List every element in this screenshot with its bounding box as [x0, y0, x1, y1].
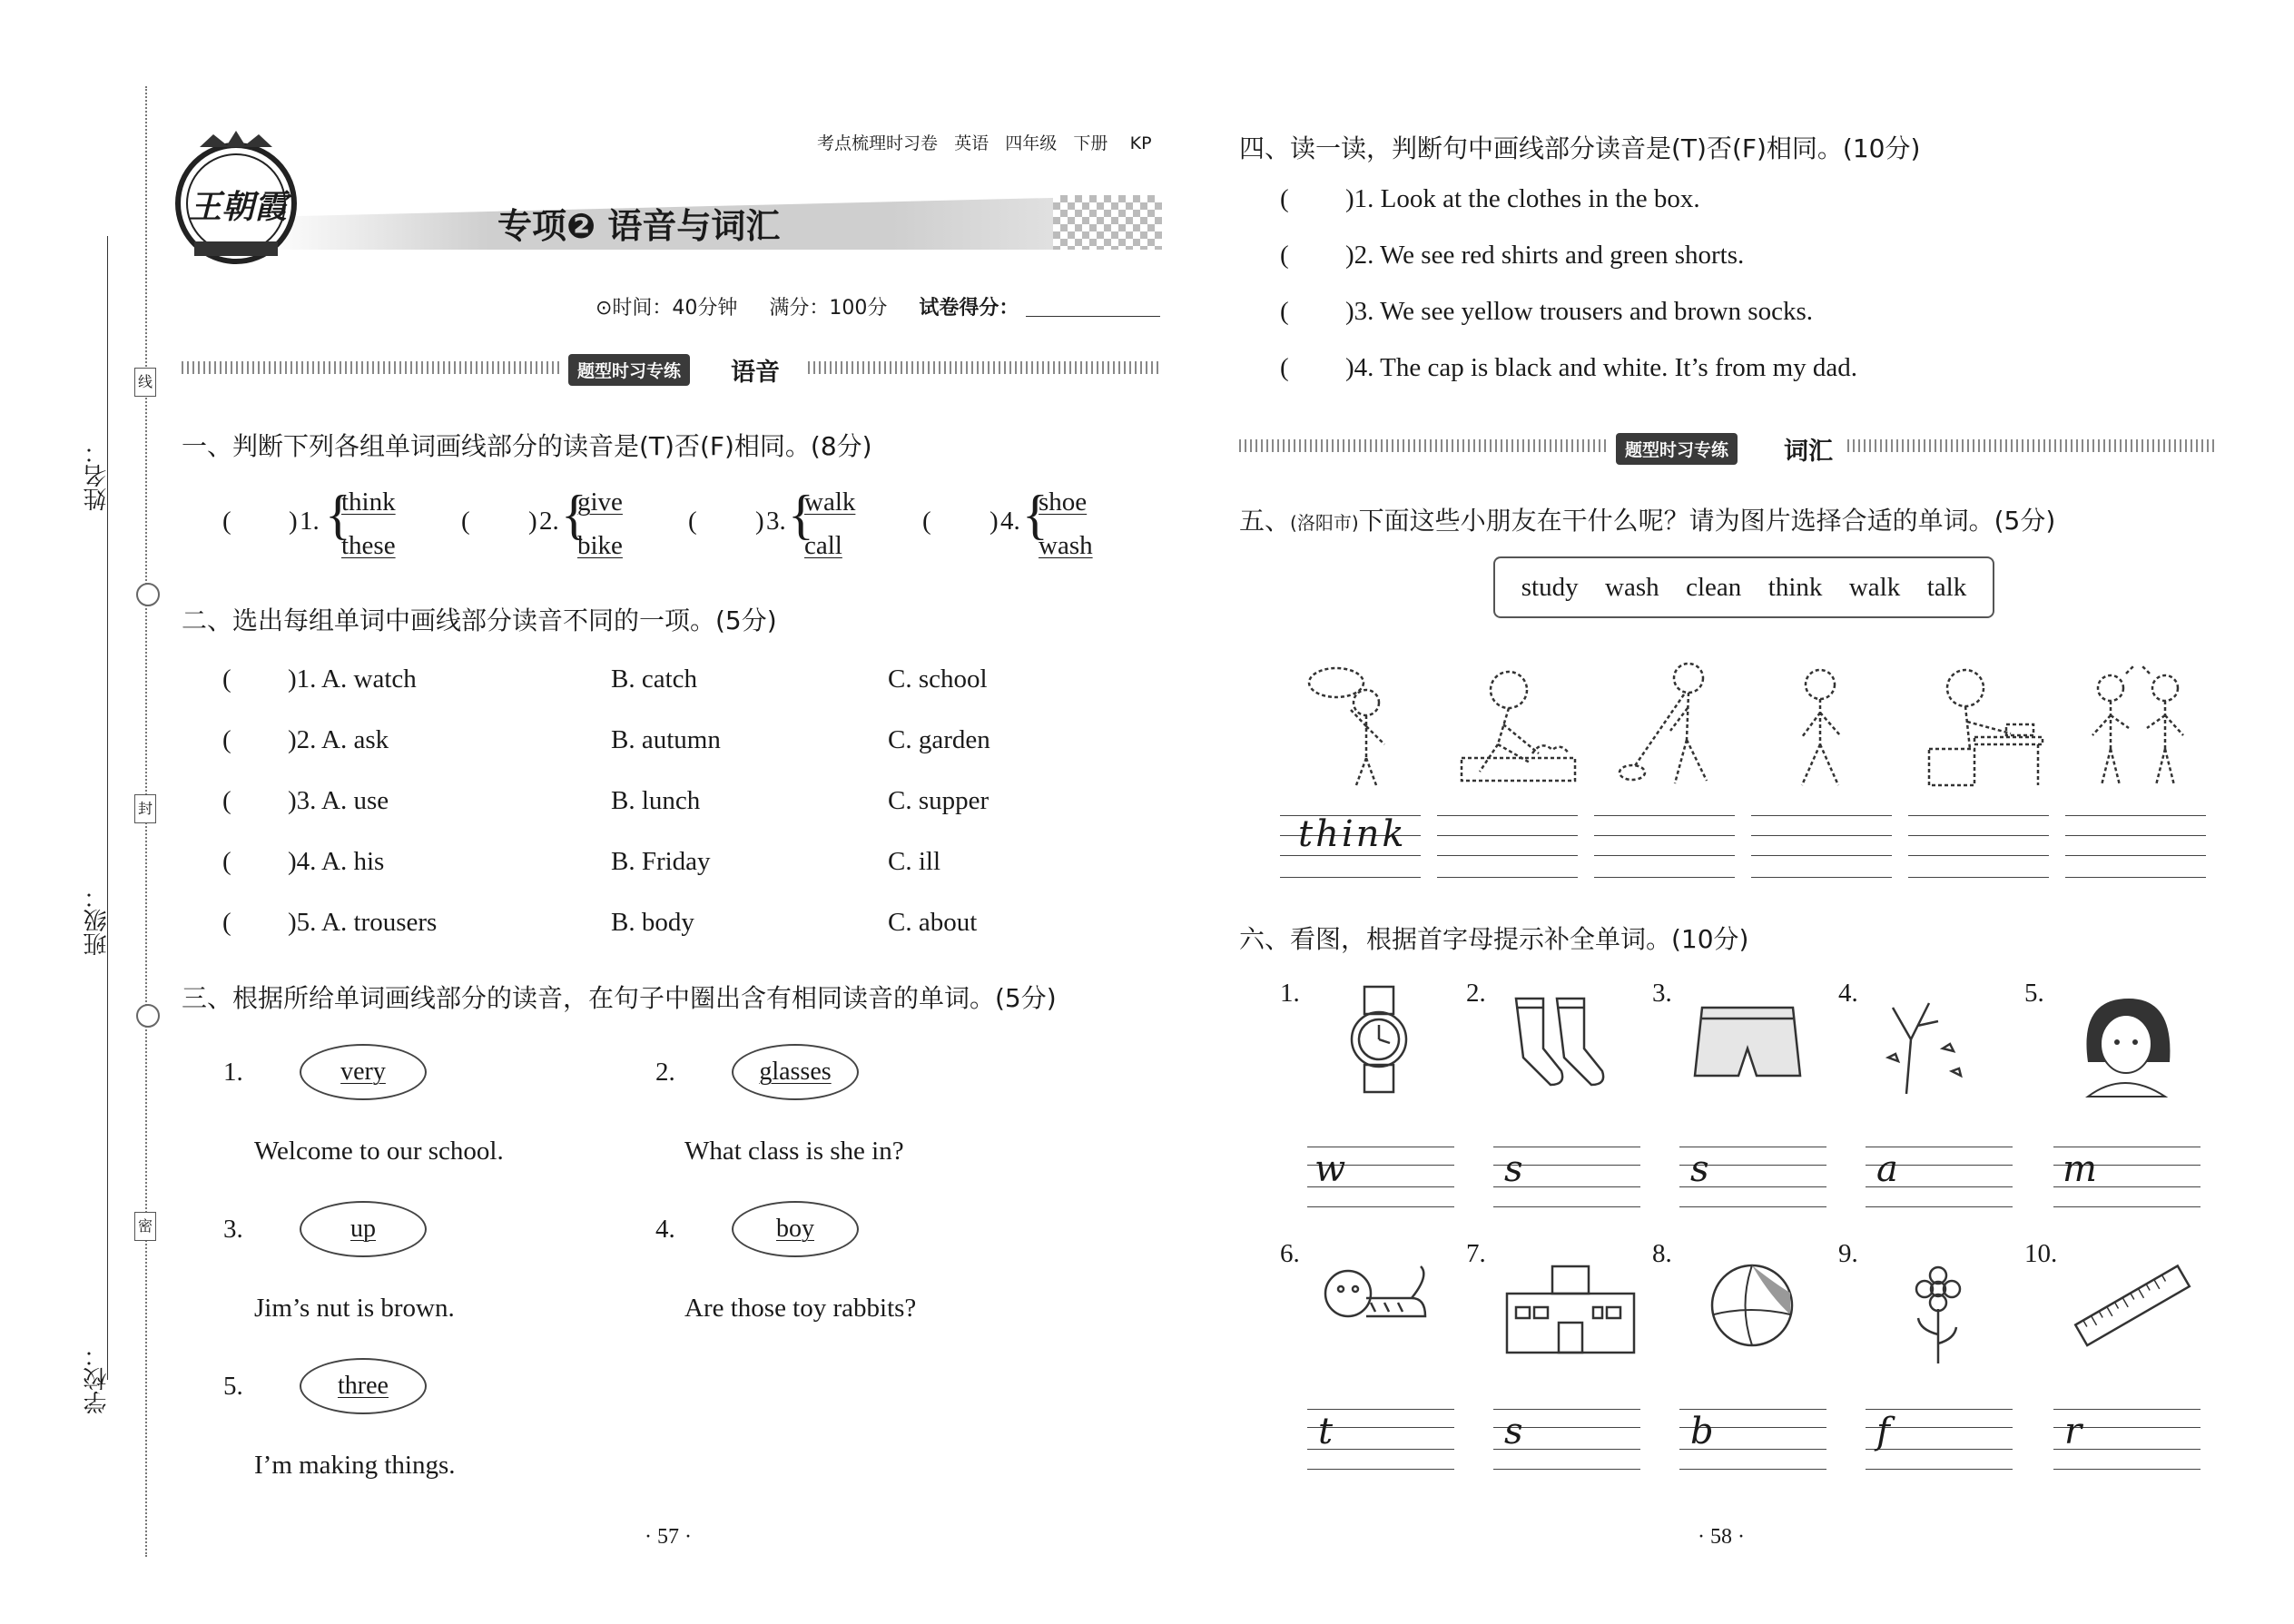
watch-picture — [1339, 985, 1421, 1094]
word-a: shoe — [1039, 487, 1088, 517]
school-picture — [1502, 1257, 1639, 1357]
mother-picture — [2070, 989, 2179, 1098]
item-number: 1. — [223, 1058, 243, 1087]
washing-figure-picture — [1452, 663, 1580, 790]
writing-lines[interactable] — [1280, 815, 1421, 879]
writing-lines[interactable] — [1866, 1147, 2013, 1212]
section-band-left — [1239, 439, 1610, 452]
option-c: C. school — [888, 664, 988, 694]
margin-ornament-icon — [136, 583, 160, 606]
word-option: talk — [1926, 572, 1967, 602]
item-number: 6. — [1280, 1239, 1300, 1268]
seal-mark-seal: 封 — [134, 794, 156, 823]
item-number: 4. — [655, 1215, 675, 1244]
option-c: C. supper — [888, 786, 989, 815]
answer-blank[interactable]: ( — [688, 507, 697, 536]
item-number: 8. — [1652, 1239, 1672, 1268]
walking-figure-picture — [1766, 663, 1875, 790]
item-number: 1. — [1280, 979, 1300, 1008]
brace: { — [1022, 485, 1049, 545]
choice-row — [222, 908, 1167, 969]
item-number: 9. — [1838, 1239, 1858, 1268]
option-a: )3. A. use — [288, 786, 389, 815]
word-a: think — [341, 487, 396, 517]
item-number: 4. — [1838, 979, 1858, 1008]
judge-sentence: )1. Look at the clothes in the box. — [1345, 184, 1700, 213]
answer-blank[interactable]: ( — [1280, 241, 1289, 270]
ball-picture — [1707, 1260, 1797, 1351]
margin-ornament-icon — [136, 1004, 160, 1028]
judge-row — [1280, 241, 1915, 297]
option-a: )1. A. watch — [288, 664, 417, 694]
logo-text: 王朝霞 — [189, 188, 288, 226]
word-b: call — [804, 531, 842, 560]
writing-lines[interactable] — [2053, 1409, 2200, 1474]
word-option: think — [1767, 572, 1823, 602]
first-letter-hint: f — [1876, 1411, 1890, 1452]
first-letter-hint: s — [1504, 1411, 1523, 1452]
first-letter-hint: r — [2064, 1411, 2082, 1452]
score-field[interactable] — [1026, 316, 1160, 317]
shorts-picture — [1689, 999, 1807, 1089]
cleaning-figure-picture — [1607, 658, 1734, 790]
item-number: 10. — [2024, 1239, 2058, 1268]
judge-row — [1280, 297, 1915, 353]
writing-lines[interactable] — [1751, 815, 1892, 879]
answer-blank-close: ) — [528, 507, 537, 536]
answer-blank-close: ) — [755, 507, 764, 536]
word-option: walk — [1848, 572, 1901, 602]
talking-figures-picture — [2079, 663, 2197, 790]
writing-lines[interactable] — [1493, 1409, 1640, 1474]
option-a: )4. A. his — [288, 847, 385, 876]
first-letter-hint: b — [1690, 1411, 1714, 1452]
option-b: B. catch — [611, 664, 698, 694]
sentence[interactable]: I’m making things. — [254, 1451, 456, 1480]
answer-blank[interactable]: ( — [1280, 353, 1289, 382]
answer-blank[interactable]: ( — [222, 847, 231, 876]
section2-list — [222, 664, 1167, 969]
writing-lines[interactable] — [1866, 1409, 2013, 1474]
answer-blank[interactable]: ( — [461, 507, 470, 536]
brace: { — [788, 485, 814, 545]
band-label: 语音 — [731, 359, 780, 387]
writing-lines[interactable] — [1437, 815, 1578, 879]
judge-sentence: )4. The cap is black and white. It’s from my dad. — [1345, 353, 1858, 382]
word-bubble: glasses — [732, 1044, 859, 1100]
example-answer: think — [1298, 813, 1407, 855]
section-band-left — [182, 361, 563, 374]
school-label: 学校： — [84, 1343, 111, 1414]
answer-blank[interactable]: ( — [222, 664, 231, 694]
series-info: 考点梳理时习卷 英语 四年级 下册 KP — [817, 133, 1152, 153]
brace: { — [561, 485, 587, 545]
word-bubble: up — [300, 1201, 427, 1257]
judge-row — [1280, 353, 1915, 409]
studying-figure-picture — [1920, 663, 2047, 790]
writing-lines[interactable] — [1307, 1147, 1454, 1212]
option-b: B. body — [611, 908, 694, 937]
word-b: these — [341, 531, 396, 560]
autumn-tree-picture — [1870, 985, 1970, 1098]
band-label: 词汇 — [1784, 438, 1833, 466]
option-c: C. about — [888, 908, 978, 937]
item-number: 3. — [1652, 979, 1672, 1008]
section1-title: 一、判断下列各组单词画线部分的读音是(T)否(F)相同。(8分) — [182, 431, 872, 461]
item-number: 3. — [766, 507, 786, 536]
item-number: 3. — [223, 1215, 243, 1244]
answer-blank[interactable]: ( — [222, 725, 231, 754]
word-option: wash — [1605, 572, 1659, 602]
band-tag: 题型时习专练 — [1616, 433, 1738, 465]
item-number: 5. — [2024, 979, 2044, 1008]
answer-blank-close: ) — [289, 507, 298, 536]
class-label: 班级： — [84, 885, 111, 956]
word-b: wash — [1039, 531, 1093, 560]
band-tag: 题型时习专练 — [568, 354, 690, 386]
ruler-picture — [2070, 1257, 2197, 1357]
item-number: 2. — [539, 507, 559, 536]
section-band-right — [808, 361, 1162, 374]
socks-picture — [1507, 994, 1625, 1094]
answer-blank-close: ) — [989, 507, 999, 536]
writing-lines[interactable] — [1493, 1147, 1640, 1212]
tiger-picture — [1316, 1257, 1434, 1339]
first-letter-hint: s — [1504, 1148, 1523, 1190]
sentence[interactable]: What class is she in? — [684, 1137, 904, 1166]
writing-lines[interactable] — [2065, 815, 2206, 879]
word-box — [1493, 556, 1994, 618]
choice-row — [222, 664, 1167, 725]
item-number: 2. — [1466, 979, 1486, 1008]
sentence[interactable]: Welcome to our school. — [254, 1137, 504, 1166]
answer-blank[interactable]: ( — [222, 908, 231, 937]
word-b: bike — [577, 531, 623, 560]
judge-row — [1280, 184, 1915, 241]
writing-lines[interactable] — [1679, 1409, 1826, 1474]
sentence[interactable]: Jim’s nut is brown. — [254, 1294, 455, 1323]
flower-picture — [1902, 1262, 1974, 1366]
first-letter-hint: s — [1690, 1148, 1709, 1190]
section6-title: 六、看图，根据首字母提示补全单词。(10分) — [1239, 924, 1749, 954]
seal-mark-line: 线 — [134, 368, 156, 397]
item-number: 2. — [655, 1058, 675, 1087]
answer-blank[interactable]: ( — [222, 507, 231, 536]
word-bubble: boy — [732, 1201, 859, 1257]
class-field[interactable] — [105, 688, 109, 879]
item-number: 7. — [1466, 1239, 1486, 1268]
section4-title: 四、读一读，判断句中画线部分读音是(T)否(F)相同。(10分) — [1239, 133, 1921, 163]
choice-row — [222, 847, 1167, 908]
first-letter-hint: w — [1314, 1148, 1346, 1190]
option-a: )2. A. ask — [288, 725, 389, 754]
option-b: B. autumn — [611, 725, 721, 754]
section2-title: 二、选出每组单词中画线部分读音不同的一项。(5分) — [182, 605, 777, 635]
writing-lines[interactable] — [1307, 1409, 1454, 1474]
school-field[interactable] — [105, 1142, 109, 1337]
choice-row — [222, 725, 1167, 786]
judge-sentence: )3. We see yellow trousers and brown socks. — [1345, 297, 1813, 326]
name-field[interactable] — [105, 234, 109, 434]
section-band-right — [1847, 439, 2215, 452]
name-label: 姓名： — [84, 440, 111, 511]
word-a: walk — [804, 487, 856, 517]
item-number: 5. — [223, 1372, 243, 1401]
word-bubble: very — [300, 1044, 427, 1100]
option-c: C. ill — [888, 847, 941, 876]
word-option: study — [1521, 572, 1579, 602]
brace: { — [325, 485, 351, 545]
section3-title: 三、根据所给单词画线部分的读音，在句子中圈出含有相同读音的单词。(5分) — [182, 983, 1057, 1013]
answer-blank[interactable]: ( — [1280, 297, 1289, 326]
page-title: 专项❷ 语音与词汇 — [497, 206, 781, 246]
word-option: clean — [1686, 572, 1742, 602]
word-a: give — [577, 487, 623, 517]
option-b: B. lunch — [611, 786, 701, 815]
thinking-figure-picture — [1298, 663, 1416, 790]
writing-lines[interactable] — [2053, 1147, 2200, 1212]
section4-list — [1280, 184, 1915, 409]
answer-blank[interactable]: ( — [922, 507, 931, 536]
first-letter-hint: m — [2063, 1148, 2097, 1190]
page-number-left: · 57 · — [645, 1525, 692, 1549]
word-bubble: three — [300, 1358, 427, 1414]
page-number-right: · 58 · — [1698, 1525, 1745, 1549]
writing-lines[interactable] — [1908, 815, 2049, 879]
title-checker — [1053, 195, 1162, 250]
item-number: 4. — [1000, 507, 1020, 536]
judge-sentence: )2. We see red shirts and green shorts. — [1345, 241, 1745, 270]
section5-title: 五、(洛阳市)下面这些小朋友在干什么呢？请为图片选择合适的单词。(5分) — [1239, 506, 2056, 536]
option-b: B. Friday — [611, 847, 711, 876]
answer-blank[interactable]: ( — [222, 786, 231, 815]
option-c: C. garden — [888, 725, 990, 754]
first-letter-hint: a — [1876, 1148, 1898, 1190]
item-number: 1. — [300, 507, 320, 536]
seal-mark-secret: 密 — [134, 1212, 156, 1241]
writing-lines[interactable] — [1679, 1147, 1826, 1212]
choice-row — [222, 786, 1167, 847]
option-a: )5. A. trousers — [288, 908, 438, 937]
writing-lines[interactable] — [1594, 815, 1735, 879]
exam-meta: ⊙时间：40分钟 满分：100分 试卷得分： — [596, 297, 1019, 320]
first-letter-hint: t — [1318, 1411, 1334, 1452]
answer-blank[interactable]: ( — [1280, 184, 1289, 213]
sentence[interactable]: Are those toy rabbits? — [684, 1294, 917, 1323]
